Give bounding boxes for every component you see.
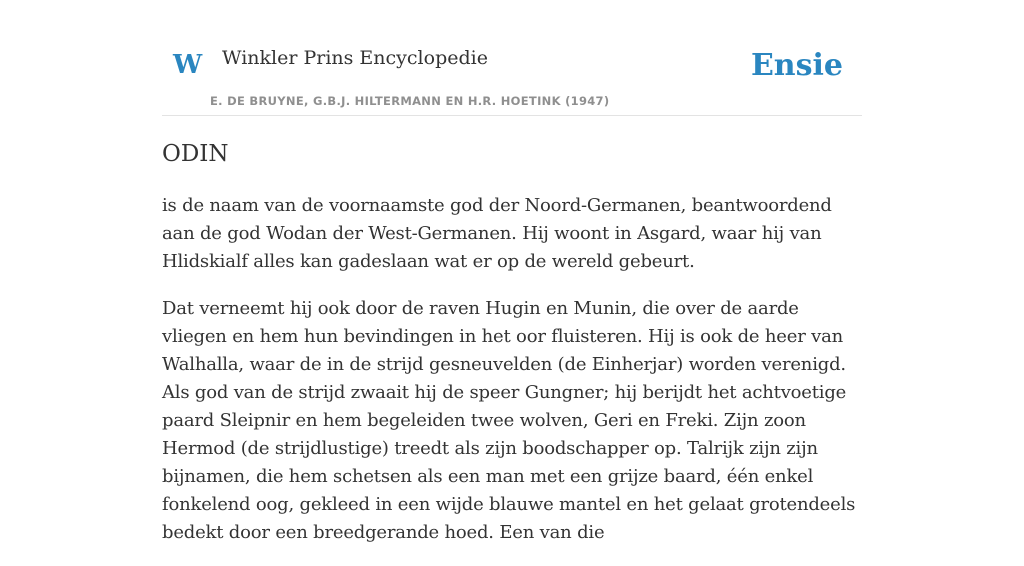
entry-paragraph: Dat verneemt hij ook door de raven Hugin en Munin, die over de aarde vliegen en hem hun bevindingen in het oor fluisteren. Hij is ook de heer van Walhalla, waar de in de strijd gesneuvelden (de Einherjar) worden verenigd. Als god van de strijd zwaait hij de speer Gungner; hij berijdt het achtvoetige paard Sleipnir en hem begeleiden twee wolven, Geri en Freki. Zijn zoon Hermod (de strijdlustige) treedt als zijn boodschapper op. Talrijk zijn zijn bijnamen, die hem schetsen als een man met een grijze baard, één enkel fonkelend oog, gekleed in een wijde blauwe mantel en het gelaat grotendeels bedekt door een breedgerande hoed. Een van die xyxy=(162,298,856,543)
winkler-prins-logo[interactable]: W xyxy=(173,50,203,80)
ensie-logo[interactable]: Ensie xyxy=(750,48,843,83)
page xyxy=(162,0,862,543)
entry-paragraph: is de naam van de voornaamste god der Noord-Germanen, beantwoordend aan de god Wodan der West-Germanen. Hij woont in Asgard, waar hij van Hlidskialf alles kan gadeslaan wat er op de wereld gebeurt. xyxy=(162,195,832,272)
entry-body xyxy=(162,192,862,566)
work-authors: E. DE BRUYNE, G.B.J. HILTERMANN EN H.R. HOETINK (1947) xyxy=(210,94,610,108)
work-title[interactable]: Winkler Prins Encyclopedie xyxy=(222,47,488,69)
entry-title: ODIN xyxy=(162,141,229,167)
site-header xyxy=(162,0,862,116)
